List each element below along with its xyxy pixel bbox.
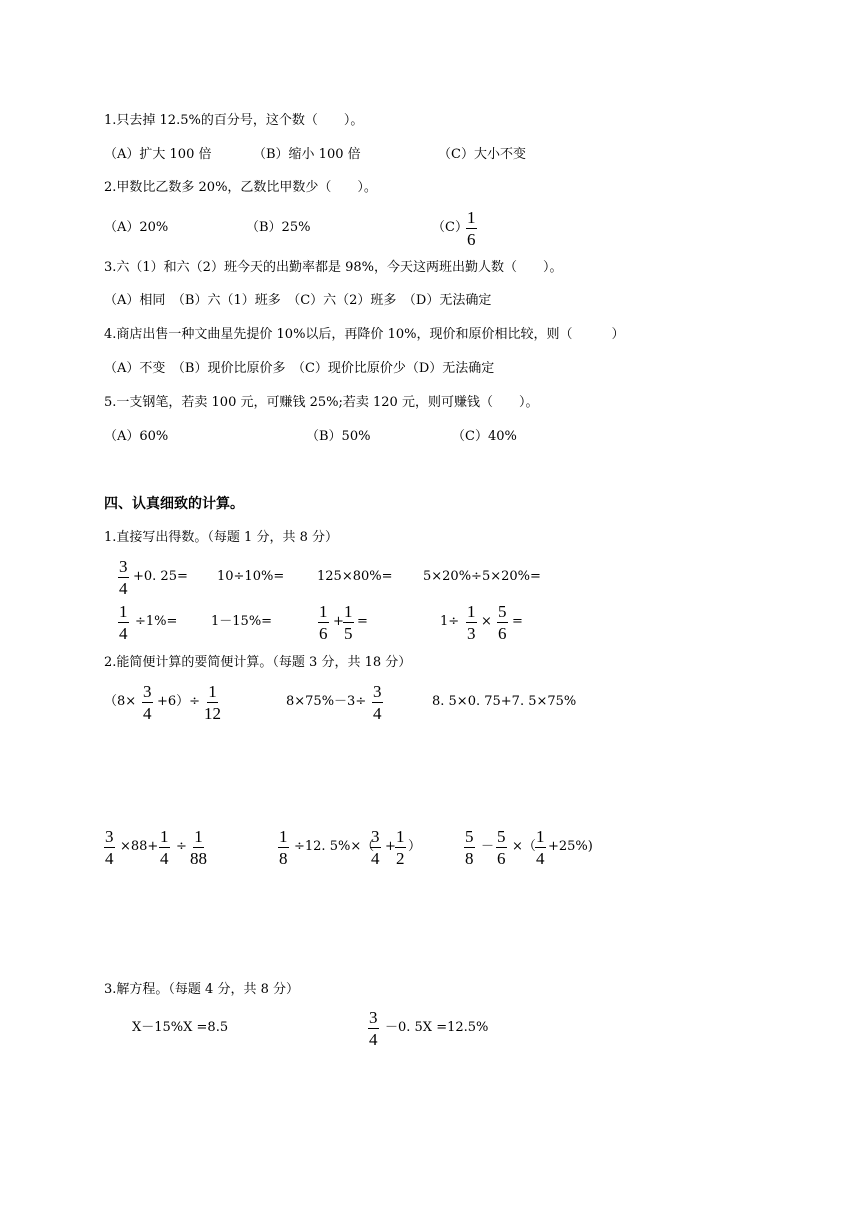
p2-f-fraction-1: $\frac{5}{8}$ xyxy=(465,827,474,868)
p2-b-head: 8×75%－3÷ xyxy=(286,694,367,709)
q5-stem: 5.一支钢笔，若卖 100 元，可赚钱 25%;若卖 120 元，则可赚钱（ ）。 xyxy=(104,395,539,410)
p2-a-mid: +6）÷ xyxy=(157,694,201,709)
p1-e7-tail: = xyxy=(357,614,368,629)
q3-stem: 3.六（1）和六（2）班今天的出勤率都是 98%，今天这两班出勤人数（ ）。 xyxy=(104,260,563,275)
p1-e8-fraction-2: $\frac{5}{6}$ xyxy=(498,602,507,643)
q1-option-b: （B）缩小 100 倍 xyxy=(253,147,361,162)
q1-stem: 1.只去掉 12.5%的百分号，这个数（ ）。 xyxy=(104,113,364,128)
p1-e1-fraction: $\frac{3}{4}$ xyxy=(119,557,128,598)
p1-e4: 5×20%÷5×20%= xyxy=(423,569,541,584)
p1-e5-fraction: $\frac{1}{4}$ xyxy=(119,602,128,643)
p2-d-mid: ×88+ xyxy=(120,839,159,854)
p2-e-mid: ÷12. 5%×（ xyxy=(294,839,375,854)
q1-option-c: （C）大小不变 xyxy=(438,147,526,162)
p2-c: 8. 5×0. 75+7. 5×75% xyxy=(432,694,577,709)
p2-d-fraction-2: $\frac{1}{4}$ xyxy=(160,827,169,868)
p2-f-fraction-3: $\frac{1}{4}$ xyxy=(536,827,545,868)
q2-option-c: （C） xyxy=(432,220,468,235)
p2-a-head: （8× xyxy=(104,694,137,709)
p2-e-fraction-3: $\frac{1}{2}$ xyxy=(396,827,405,868)
p2-a-fraction-1: $\frac{3}{4}$ xyxy=(143,682,152,723)
p2-e-op: + xyxy=(385,839,396,854)
q3-options: （A）相同 （B）六（1）班多 （C）六（2）班多 （D）无法确定 xyxy=(104,293,492,308)
p2-a-fraction-2: $\frac{1}{12}$ xyxy=(204,682,221,723)
p3-eq2-tail: －0. 5X =12.5% xyxy=(385,1020,489,1035)
q2-option-a: （A）20% xyxy=(104,220,169,235)
p3-eq1: X－15%X =8.5 xyxy=(132,1020,229,1035)
p1-e8-op: × xyxy=(481,614,492,629)
p1-e8-tail: = xyxy=(512,614,523,629)
p1-e7-fraction-2: $\frac{1}{5}$ xyxy=(344,602,353,643)
p3-eq2-fraction: $\frac{3}{4}$ xyxy=(369,1008,378,1049)
p1-e7-fraction-1: $\frac{1}{6}$ xyxy=(319,602,328,643)
p1-e2: 10÷10%= xyxy=(217,569,285,584)
q1-option-a: （A）扩大 100 倍 xyxy=(104,147,212,162)
p1-e6: 1－15%= xyxy=(211,614,273,629)
q4-options: （A）不变 （B）现价比原价多 （C）现价比原价少（D）无法确定 xyxy=(104,361,495,376)
p1-e3: 125×80%= xyxy=(317,569,393,584)
p2-f-fraction-2: $\frac{5}{6}$ xyxy=(497,827,506,868)
q5-option-b: （B）50% xyxy=(306,429,371,444)
p2-b-fraction: $\frac{3}{4}$ xyxy=(373,682,382,723)
p2-e-tail: ） xyxy=(408,839,422,854)
p2-f-op: － xyxy=(481,839,495,854)
p2-f-tail: +25%) xyxy=(548,839,593,854)
p1-e7-op: + xyxy=(333,614,344,629)
p2-d-op: ÷ xyxy=(176,839,187,854)
q5-option-c: （C）40% xyxy=(452,429,517,444)
q2-stem: 2.甲数比乙数多 20%，乙数比甲数少（ ）。 xyxy=(104,180,377,195)
p2-e-fraction-2: $\frac{3}{4}$ xyxy=(371,827,380,868)
part3-heading: 3.解方程。（每题 4 分，共 8 分） xyxy=(104,982,299,997)
part1-heading: 1.直接写出得数。（每题 1 分，共 8 分） xyxy=(104,530,338,545)
q5-option-a: （A）60% xyxy=(104,429,169,444)
q4-stem: 4.商店出售一种文曲星先提价 10%以后，再降价 10%，现价和原价相比较，则（ ） xyxy=(104,327,625,342)
p1-e5-tail: ÷1%= xyxy=(135,614,178,629)
q2-option-b: （B）25% xyxy=(246,220,311,235)
section-title: 四、认真细致的计算。 xyxy=(104,496,244,512)
p2-e-fraction-1: $\frac{1}{8}$ xyxy=(279,827,288,868)
p1-e8-head: 1÷ xyxy=(440,614,460,629)
p2-d-fraction-3: $\frac{1}{88}$ xyxy=(190,827,207,868)
part2-heading: 2.能简便计算的要简便计算。（每题 3 分，共 18 分） xyxy=(104,655,412,670)
p1-e1-tail: +0. 25= xyxy=(133,569,188,584)
p2-d-fraction-1: $\frac{3}{4}$ xyxy=(105,827,114,868)
q2-option-c-fraction: $\frac{1}{6}$ xyxy=(467,208,476,249)
p2-f-mid: ×（ xyxy=(512,839,536,854)
p1-e8-fraction-1: $\frac{1}{3}$ xyxy=(467,602,476,643)
